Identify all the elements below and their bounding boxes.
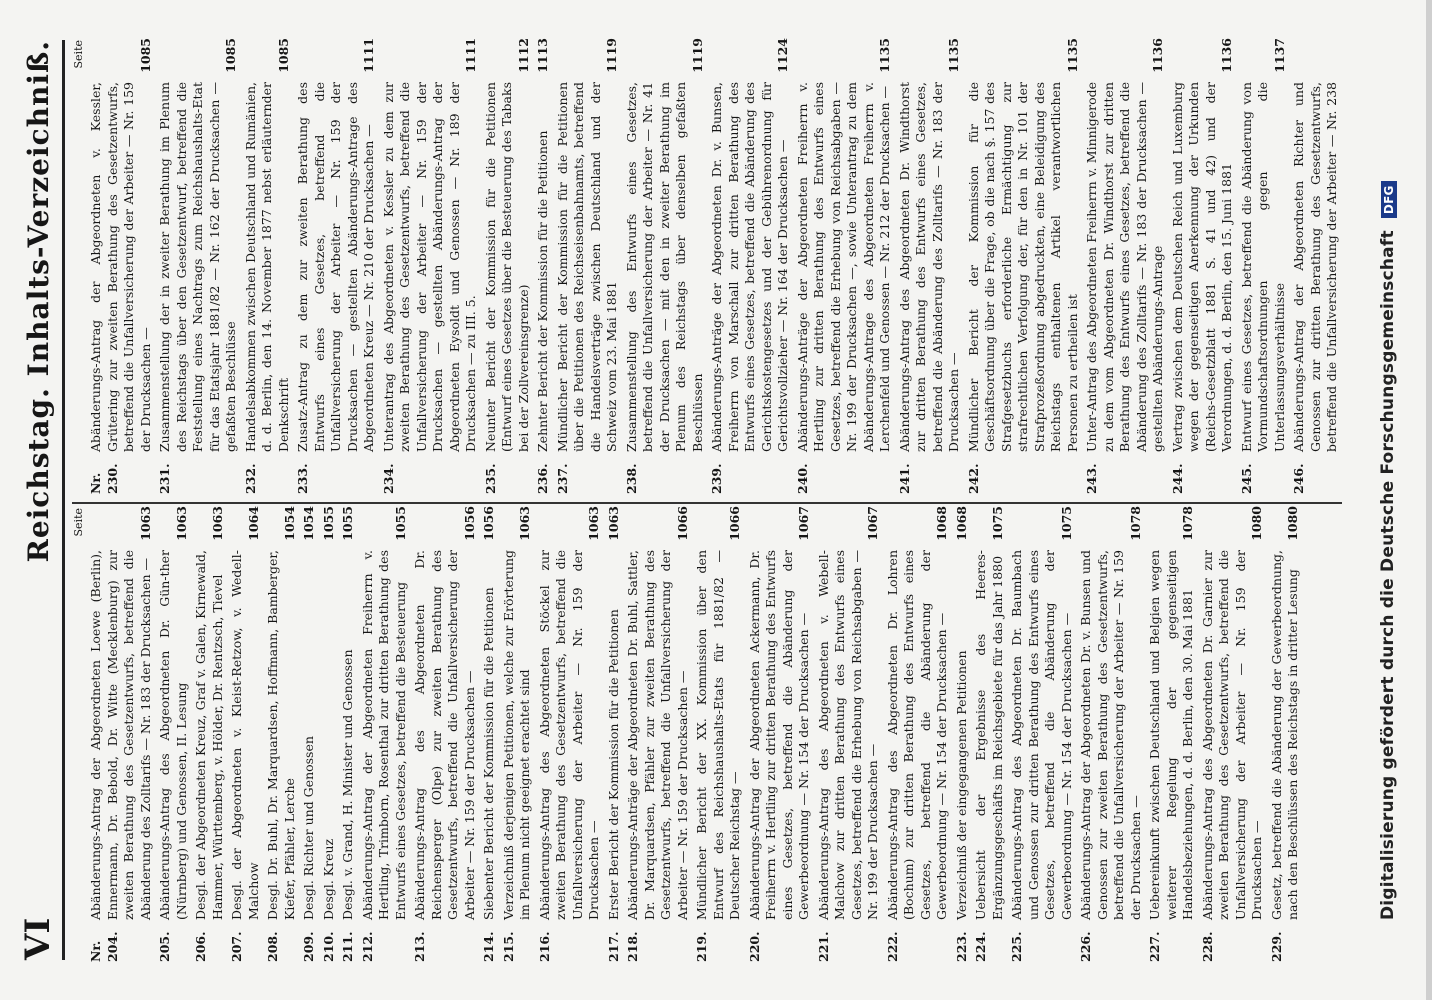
entry-page-number: 1119 (689, 38, 705, 73)
toc-entry (625, 506, 691, 962)
entry-text: Siebenter Bericht der Kommission für die Petitionen (481, 587, 496, 920)
entry-text: Desgl. Dr. Buhl, Dr. Marquardsen, Hoffmann, Bamberger, Kiefer, Pfähler, Lerche (265, 550, 297, 920)
entry-text: Mündlicher Bericht der Kommission für die Geschäftsordnung über die Frage, ob die nach §. 157 des Strafgesetzbuchs erforderliche Ermächtigung zur strafrechtlichen Verfolgung der, für den in Nr. 101 der Strafprozeßordnung abgedruckten, eine Beleidigung des Reichstags enthaltenen Artikel verantwortlichen Personen zu ertheilen ist (965, 82, 1080, 452)
entry-number: 235. (482, 463, 498, 494)
toc-entry (501, 506, 534, 962)
entry-text: Zusatz-Antrag zu dem zur zweiten Berathung des Entwurfs eines Gesetzes, betreffend die Unfallversicherung der Arbeiter — Nr. 159 der Drucksachen — gestellten Abänderungs-Antrage des Abgeordneten Kreuz — Nr. 210 der Drucksachen — (295, 82, 376, 452)
entry-text: Uebersicht der Ergebnisse des Heeres-Ergänzungsgeschäfts im Reichsgebiete für das Jahr 1880 (973, 550, 1005, 920)
entry-text: Desgl. Richter und Genossen (301, 736, 316, 920)
entry-number: 240. (794, 463, 810, 494)
toc-entry (624, 38, 707, 494)
entry-number: 232. (242, 463, 258, 494)
toc-entry (885, 506, 951, 962)
entry-text: Abänderungs-Antrag der Abgeordneten v. Kessler, Grütering zur zweiten Berathung des Gesetzentwurfs, betreffend die Unfallversicherung der Arbeiter — Nr. 159 der Drucksachen — (88, 82, 153, 452)
entry-number: 208. (265, 931, 280, 962)
entry-text: Abänderungs-Antrag der Abgeordneten Richter und Genossen zur dritten Berathung des Gesetzentwurfs, betreffend die Unfallversicherung der Arbeiter — Nr. 238 (1291, 82, 1339, 452)
toc-entry (1078, 506, 1144, 962)
entry-page-number: 1135 (877, 38, 892, 73)
entry-number: 220. (746, 931, 762, 962)
entry-number: 210. (320, 931, 336, 962)
left-column (72, 506, 1342, 962)
entry-page-number: 1111 (463, 38, 478, 73)
toc-entry (481, 506, 498, 962)
toc-entry (295, 38, 378, 494)
entry-text: Zusammenstellung des Entwurfs eines Gesetzes, betreffend die Unfallversicherung der Arbeiter — Nr. 41 der Drucksachen — mit den in zweiter Berathung im Plenum des Reichstags über denselben gefaßten Beschlüssen (623, 82, 705, 452)
entry-page-number: 1136 (1219, 38, 1234, 73)
entry-number: 242. (965, 463, 981, 494)
entry-number: 206. (193, 931, 208, 962)
entry-text: Verzeichniß der eingegangenen Petitionen (953, 650, 969, 920)
header-rule (62, 40, 65, 960)
entry-number: 244. (1169, 463, 1185, 494)
toc-entry (537, 506, 603, 962)
entry-number: 224. (973, 931, 988, 962)
entry-number: 239. (709, 463, 724, 494)
entry-number: 216. (536, 931, 552, 962)
entry-page-number: 1063 (517, 506, 532, 541)
toc-entry (381, 38, 480, 494)
entry-number: 214. (481, 931, 496, 962)
entry-text: Abänderungs-Antrag des Abgeordneten Dr. Windthorst zur dritten Berathung des Entwurfs eines Gesetzes, betreffend die Abänderung des Zolltarifs — Nr. 183 der Drucksachen — (896, 82, 961, 452)
entry-number: Nr. 204. (88, 931, 120, 962)
entry-number: 226. (1078, 931, 1093, 962)
entry-text: Entwurf eines Gesetzes, betreffend die Abänderung von Vormundschaftsordnungen gegen die Unterlassungsverhältnisse (1238, 82, 1287, 452)
entry-text: Gesetz, betreffend die Abänderung der Gewerbeordnung, nach den Beschlüssen des Reichstags in dritter Lesung (1268, 550, 1300, 920)
entry-number: 215. (500, 931, 516, 962)
toc-entry (555, 38, 621, 494)
toc-entry (88, 506, 154, 962)
entry-page-number: 1068 (953, 506, 969, 541)
toc-entry (747, 506, 813, 962)
entry-number: 225. (1009, 931, 1024, 962)
toc-entry (1239, 38, 1289, 494)
entry-text: Vertrag zwischen dem Deutschen Reich und Luxemburg wegen der gegenseitigen Anerkennung der Urkunden (Reichs-Gesetzblatt 1881 S. 41 und 42) und der Verordnungen, d. d. Berlin, den 15. Juni 1881 (1169, 82, 1234, 452)
toc-entry (360, 506, 410, 962)
entry-number: Nr. 230. (88, 463, 120, 494)
footer-text: Digitalisierung gefördert durch die Deutsche Forschungsgemeinschaft (1378, 230, 1398, 920)
entry-number: 211. (340, 931, 355, 962)
entry-number: 205. (157, 931, 172, 962)
seite-label: Seite (72, 40, 85, 69)
entry-page-number: 1056 (481, 506, 496, 541)
right-column (72, 38, 1342, 494)
page-header (12, 40, 62, 960)
entry-text: Desgl. Kreuz (320, 838, 336, 920)
toc-entry (1147, 506, 1197, 962)
entry-page-number: 1119 (604, 38, 619, 73)
entry-page-number: 1055 (320, 506, 336, 541)
page-title: Reichstag. Inhalts-Verzeichniß. (22, 40, 55, 563)
toc-entry (954, 506, 971, 962)
toc-entry (243, 38, 293, 494)
entry-page-number: 1056 (461, 506, 477, 541)
entry-page-number: 1054 (281, 506, 297, 541)
entry-page-number: 1075 (989, 506, 1005, 541)
entry-page-number: 1066 (727, 506, 742, 541)
entry-page-number: 1078 (1180, 506, 1195, 541)
toc-entry (1170, 38, 1236, 494)
seite-label: Seite (72, 508, 85, 537)
entry-page-number: 1055 (392, 506, 408, 541)
entry-page-number: 1068 (934, 506, 949, 541)
entry-page-number: 1063 (173, 506, 189, 541)
entry-number: 221. (815, 931, 831, 962)
entry-text: Abänderungs-Antrag der Abgeordneten Freiherrn v. Hertling, Trimborn, Rosenthal zur dritten Berathung des Entwurfs eines Gesetzes, betreffend die Besteuerung (359, 550, 408, 920)
entry-number: 243. (1084, 463, 1099, 494)
toc-entry (1291, 38, 1342, 494)
entry-text: Mündlicher Bericht der XX. Kommission über den Entwurf des Reichshaushalts-Etats für 1881/82 — Deutscher Reichstag — (694, 550, 742, 920)
entry-text: Handelsabkommen zwischen Deutschland und Rumänien, d. d. Berlin, den 14. November 1877 nebst erläuternder Denkschrift (242, 82, 291, 452)
toc-entry (157, 506, 190, 962)
entry-text: Uebereinkunft zwischen Deutschland und Belgien wegen weiterer Regelung der gegenseitigen Handelsbeziehungen, d. d. Berlin, den 30. Mai 1881 (1147, 550, 1195, 920)
toc-entry (229, 506, 262, 962)
entry-text: Abänderungs-Antrag der Abgeordneten Loewe (Berlin), Ennermann, Dr. Bebold, Dr. Witte (Mecklenburg) zur zweiten Berathung des Gesetzentwurfs, betreffend die Abänderung des Zolltarifs — Nr. 183 der Drucksachen — (88, 550, 153, 920)
entry-page-number (1341, 38, 1343, 76)
entry-number: 245. (1238, 463, 1254, 494)
toc-entry (1084, 38, 1167, 494)
entry-number: 229. (1268, 931, 1284, 962)
toc-entry (88, 38, 154, 494)
entry-page-number: 1054 (301, 506, 316, 541)
entry-text: Mündlicher Bericht der Kommission für die Petitionen über die Petitionen des Reichseisenbahnamts, betreffend die Handelsverträge zwischen Deutschland und der Schweiz vom 23. Mai 1881 (554, 82, 619, 452)
entry-number: 234. (380, 463, 396, 494)
entry-number: 212. (359, 931, 375, 962)
entry-text: Abänderungs-Antrag des Abgeordneten Dr. Gün-ther (Nürnberg) und Genossen, II. Lesung (157, 550, 189, 920)
toc-entry (1200, 506, 1266, 962)
toc-entry (535, 38, 552, 494)
toc-entry (694, 506, 744, 962)
toc-entry (1009, 506, 1075, 962)
entry-number: 228. (1199, 931, 1215, 962)
entry-page-number: 1055 (340, 506, 355, 541)
toc-entry (301, 506, 318, 962)
entry-page-number: 1136 (1150, 38, 1165, 73)
entry-number: 241. (896, 463, 912, 494)
entry-page-number: 1080 (1249, 506, 1264, 541)
entry-page-number: 1063 (586, 506, 601, 541)
entry-text: Abänderungs-Antrag des Abgeordneten Dr. Reichensperger (Olpe) zur zweiten Berathung des Gesetzentwurfs, betreffend die Unfallversicherung der Arbeiter — Nr. 159 der Drucksachen — (412, 550, 477, 920)
entry-number: 207. (229, 931, 244, 962)
toc-entry (816, 506, 882, 962)
entry-number: 246. (1291, 463, 1306, 494)
entry-text: Unterantrag des Abgeordneten v. Kessler zu dem zur zweiten Berathung des Gesetzentwurfs, betreffend die Unfallversicherung der Arbeiter — Nr. 159 der Drucksachen — gestellten Abänderungs-Antrag der Abgeordneten Eysoldt und Genossen — Nr. 189 der Drucksachen — zu III. 5. (380, 82, 478, 452)
entry-number: 218. (625, 931, 640, 962)
entry-number: 238. (623, 463, 639, 494)
entry-page-number: 1111 (361, 38, 376, 73)
entry-page-number: 1075 (1058, 506, 1074, 541)
entry-text: Desgl. der Abgeordneten Kreuz, Graf v. Galen, Kirnewald, Hammer, Württemberg, v. Hölder, Dr. Rentzsch, Tievel (193, 550, 225, 920)
entry-page-number: 1135 (1064, 38, 1080, 73)
entry-text: Desgl. der Abgeordneten v. Kleist-Retzow, v. Wedell-Malchow (229, 550, 261, 920)
entry-text: Unter-Antrag des Abgeordneten Freiherrn v. Minnigerode zu dem vom Abgeordneten Dr. Windthorst zur dritten Berathung des Entwurfs eines Gesetzes, betreffend die Abänderung des Zolltarifs — Nr. 183 der Drucksachen — gestellten Abänderungs-Antrage (1084, 82, 1165, 452)
toc-entry (340, 506, 357, 962)
toc-entry (709, 38, 792, 494)
entry-number: 213. (412, 931, 427, 962)
dfg-logo: DFG (1381, 181, 1397, 218)
entry-number: 231. (157, 463, 172, 494)
entry-page-number: 1067 (865, 506, 880, 541)
entry-number: 222. (884, 931, 900, 962)
toc-entry (897, 38, 963, 494)
entry-text: Abänderungs-Antrag der Abgeordneten Dr. v. Bunsen und Genossen zur zweiten Berathung des Gesetzentwurfs, betreffend die Unfallversicherung der Arbeiter — Nr. 159 der Drucksachen — (1078, 550, 1143, 920)
entry-text: Abänderungs-Antrag des Abgeordneten Stöckel zur zweiten Berathung des Gesetzentwurfs, betreffend die Unfallversicherung der Arbeiter — Nr. 159 der Drucksachen — (536, 550, 601, 920)
entry-text: Abänderungs-Anträge der Abgeordneten Dr. v. Bunsen, Freiherrn von Marschall zur dritten Berathung des Entwurfs eines Gesetzes, betreffend die Abänderung des Gerichtskostengesetzes und der Gebührenordnung für Gerichtsvollzieher — Nr. 164 der Drucksachen — (709, 82, 790, 452)
toc-entry (321, 506, 338, 962)
entry-page-number: 1063 (605, 506, 621, 541)
entry-page-number: 1124 (775, 38, 790, 73)
entry-page-number: 1064 (245, 506, 261, 541)
entry-text: Verzeichniß derjenigen Petitionen, welche zur Erörterung im Plenum nicht geeignet erachtet sind (500, 550, 532, 920)
entry-number: 236. (535, 463, 550, 494)
entry-page-number: 1085 (275, 38, 291, 73)
entry-text: Abänderungs-Antrag des Abgeordneten v. Webell-Malchow zur dritten Berathung des Entwurfs eines Gesetzes, betreffend die Erhebung von Reichsabgaben — Nr. 199 der Drucksachen — (815, 550, 880, 920)
toc-entry (265, 506, 298, 962)
digitization-footer (1378, 70, 1398, 920)
toc-entry (1269, 506, 1302, 962)
toc-entry (973, 506, 1006, 962)
entry-page-number: 1063 (209, 506, 225, 541)
entry-text: Abänderungs-Antrag des Abgeordneten Dr. Garnier zur zweiten Berathung des Gesetzentwurfs, betreffend die Unfallversicherung der Arbeiter — Nr. 159 der Drucksachen — (1199, 550, 1264, 920)
entry-text: Abänderungs-Antrag des Abgeordneten Dr. Baumbach und Genossen zur dritten Berathung des Entwurfs eines Gesetzes, betreffend die Abänderung der Gewerbeordnung — Nr. 154 der Drucksachen — (1009, 550, 1074, 920)
toc-entry (966, 38, 1082, 494)
scan-edge (1426, 0, 1432, 1000)
entry-text: Abänderungs-Anträge der Abgeordneten Freiherrn v. Hertling zur dritten Berathung des Entwurfs eines Gesetzes, betreffend die Erhebung von Reichsabgaben — Nr. 199 der Drucksachen —, sowie Unterantrag zu dem Abänderungs-Antrage des Abgeordneten Freiherrn v. Lerchenfeld und Genossen — Nr. 212 der Drucksachen — (794, 82, 892, 452)
entry-page-number: 1135 (946, 38, 961, 73)
entry-text: Zusammenstellung der in zweiter Berathung im Plenum des Reichstags über den Gesetzentwurf, betreffend die Feststellung eines Nachtrags zum Reichshaushalts-Etat für das Etatsjahr 1881/82 — Nr. 162 der Drucksachen — gefaßten Beschlüsse (157, 82, 238, 452)
toc-entry (795, 38, 894, 494)
entry-number: 209. (301, 931, 316, 962)
toc-entry (606, 506, 623, 962)
entry-page-number: 1085 (137, 38, 153, 73)
entry-text: Abänderungs-Anträge der Abgeordneten Dr. Buhl, Sattler, Dr. Marquardsen, Pfähler zur zweiten Berathung des Gesetzentwurfs, betreffend die Unfallversicherung der Arbeiter — Nr. 159 der Drucksachen — (625, 550, 690, 920)
entry-number: 233. (295, 463, 310, 494)
entry-page-number: 1067 (796, 506, 811, 541)
page-roman-numeral: VI (18, 917, 58, 960)
entry-number: 237. (554, 463, 570, 494)
entry-page-number: 1085 (223, 38, 238, 73)
entry-text: Desgl. v. Grand, H. Minister und Genossen (340, 649, 355, 920)
entry-text: Erster Bericht der Kommission für die Petitionen (605, 609, 621, 920)
entry-page-number: 1078 (1127, 506, 1143, 541)
toc-entry (412, 506, 478, 962)
entry-text: Zehnter Bericht der Kommission für die Petitionen (535, 130, 550, 452)
entry-number: 227. (1147, 931, 1162, 962)
entry-text: Neunter Bericht der Kommission für die Petitionen (Entwurf eines Gesetzes über die Besteuerung des Tabaks bei der Zollvereinsgrenze) (482, 82, 531, 452)
entry-text: Abänderungs-Antrag des Abgeordneten Dr. Lohren (Bochum) zur dritten Berathung des Entwurfs eines Gesetzes, betreffend die Abänderung der Gewerbeordnung — Nr. 154 der Drucksachen — (884, 550, 949, 920)
entry-page-number: 1137 (1271, 38, 1287, 73)
entry-number: 219. (694, 931, 709, 962)
entry-page-number: 1112 (515, 38, 531, 73)
entry-page-number: 1066 (674, 506, 690, 541)
entry-text: Abänderungs-Antrag der Abgeordneten Ackermann, Dr. Freiherrn v. Hertling zur dritten Berathung des Entwurfs eines Gesetzes, betreffend die Abänderung der Gewerbeordnung — Nr. 154 der Drucksachen — (746, 550, 811, 920)
entry-page-number: 1113 (535, 38, 550, 73)
column-divider (72, 502, 1342, 504)
toc-entry (193, 506, 226, 962)
entry-number: 217. (605, 931, 621, 962)
toc-entry (483, 38, 533, 494)
toc-entry (157, 38, 240, 494)
entry-page-number: 1063 (137, 506, 153, 541)
entry-page-number: 1080 (1285, 506, 1300, 541)
entry-number: 223. (953, 931, 969, 962)
